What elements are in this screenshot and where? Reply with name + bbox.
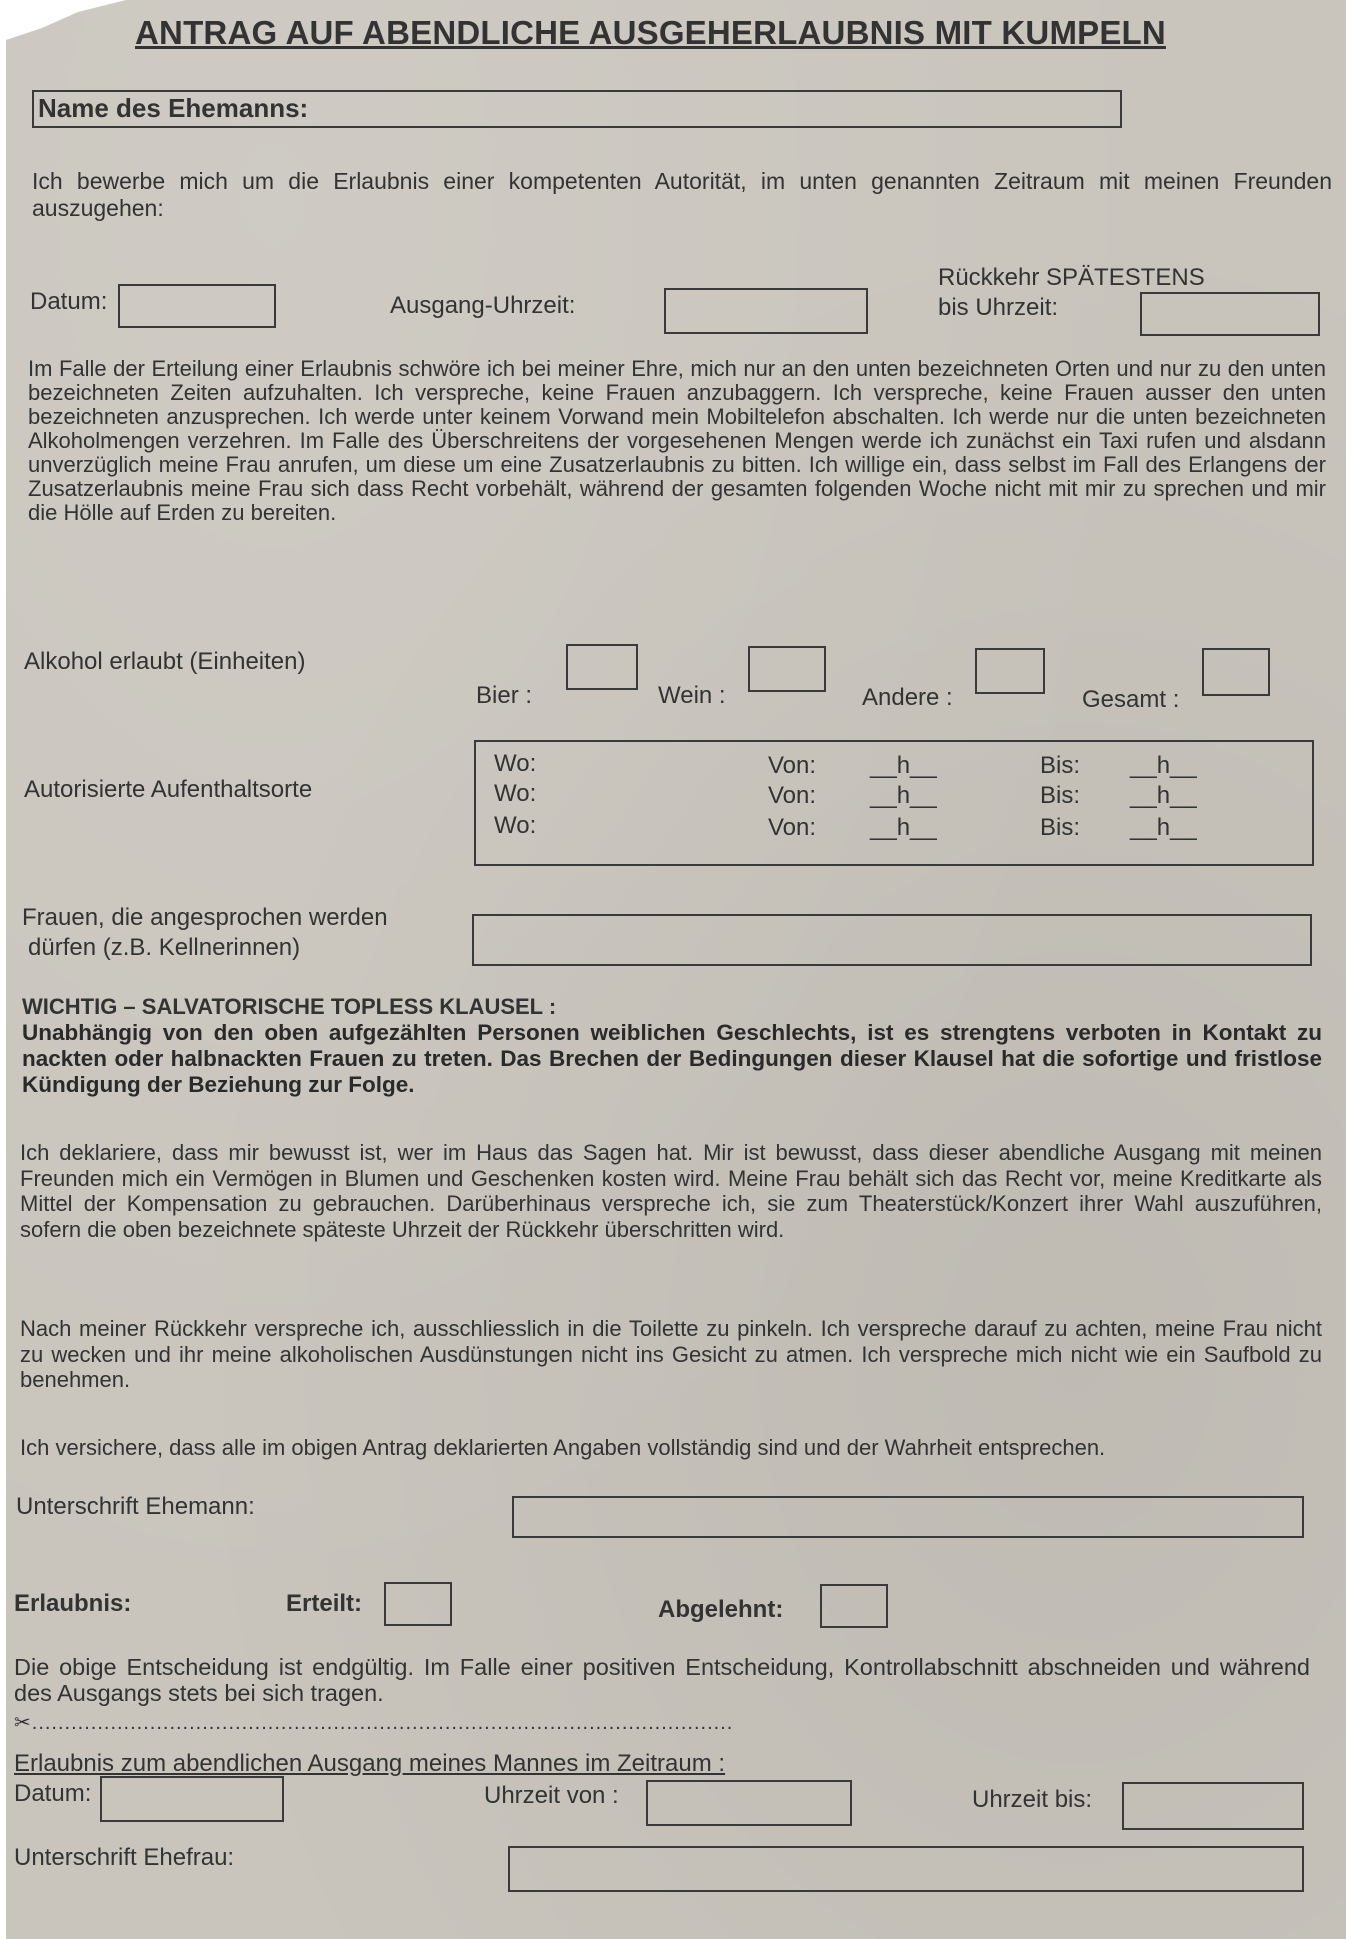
wine-units-field[interactable] [748,646,826,692]
coupon-time-from-field[interactable] [646,1780,852,1826]
granted-label: Erteilt: [286,1590,363,1617]
husband-signature-label: Unterschrift Ehemann: [16,1493,255,1520]
place-from-time-1[interactable]: __h__ [870,752,937,779]
place-until-3: Bis: [1040,814,1081,841]
place-until-time-1[interactable]: __h__ [1130,752,1197,779]
assurance-text: Ich versichere, dass alle im obigen Antrag deklarierten Angaben vollständig sind und der Wahrheit entsprechen. [20,1435,1106,1460]
place-until-2: Bis: [1040,782,1081,809]
clause-title: WICHTIG – SALVATORISCHE TOPLESS KLAUSEL : [22,994,557,1019]
departure-label: Ausgang-Uhrzeit: [390,292,576,319]
wife-signature-label: Unterschrift Ehefrau: [14,1844,235,1871]
coupon-date-field[interactable] [100,1776,284,1822]
other-units-field[interactable] [975,648,1045,694]
return-time-field[interactable] [1140,292,1320,336]
women-allowed-field[interactable] [472,914,1312,966]
coupon-date-label: Datum: [14,1780,92,1807]
denied-checkbox[interactable] [820,1584,888,1628]
declare-paragraph: Ich deklariere, dass mir bewusst ist, wer im Haus das Sagen hat. Mir ist bewusst, dass dieser abendliche Ausgang mit meinen Freunden mich ein Vermögen in Blumen und Geschenken kosten wird. Meine Frau behält sich das Recht vor, meine Kreditkarte als Mittel der Kompensation zu gebrauchen. Darüberhinaus verspreche ich, sie zum Theaterstück/Konzert ihrer Wahl auszuführen, sofern die oben bezeichnete späteste Uhrzeit der Rückkehr überschritten wird. [20,1140,1322,1242]
return-label-line2: bis Uhrzeit: [938,294,1059,321]
permission-label: Erlaubnis: [14,1590,132,1617]
total-label: Gesamt : [1082,686,1180,713]
other-label: Andere : [862,684,953,711]
place-from-time-3[interactable]: __h__ [870,814,937,841]
beer-label: Bier : [476,682,533,709]
coupon-time-from-label: Uhrzeit von : [484,1782,619,1809]
place-where-3: Wo: [494,812,537,839]
husband-name-label: Name des Ehemanns: [38,93,309,123]
denied-label: Abgelehnt: [658,1596,784,1623]
place-until-time-3[interactable]: __h__ [1130,814,1197,841]
place-where-1: Wo: [494,750,537,777]
total-units-field[interactable] [1202,648,1270,696]
return-label-line1: Rückkehr SPÄTESTENS [938,264,1205,291]
women-label-line1: Frauen, die angesprochen werden [22,904,388,931]
date-label: Datum: [30,288,108,315]
place-from-1: Von: [768,752,817,779]
place-until-time-2[interactable]: __h__ [1130,782,1197,809]
place-from-3: Von: [768,814,817,841]
granted-checkbox[interactable] [384,1582,452,1626]
departure-time-field[interactable] [664,288,868,334]
wife-signature-field[interactable] [508,1846,1304,1892]
intro-text: Ich bewerbe mich um die Erlaubnis einer kompetenten Autorität, im unten genannten Zeitraum mit meinen Freunden auszugehen: [32,168,1332,221]
place-where-2: Wo: [494,780,537,807]
coupon-time-to-field[interactable] [1122,1782,1304,1830]
oath-paragraph: Im Falle der Erteilung einer Erlaubnis schwöre ich bei meiner Ehre, mich nur an den unten bezeichneten Orten und nur zu den unten bezeichneten Zeiten aufzuhalten. Ich verspreche, keine Frauen anzubaggern. Ich verspreche, keine Frauen ausser den unten bezeichneten anzusprechen. Ich werde unter keinem Vorwand mein Mobiltelefon abschalten. Ich werde nur die unten bezeichneten Alkoholmengen verzehren. Im Falle des Überschreitens der vorgesehenen Mengen werde ich zunächst ein Taxi rufen und alsdann unverzüglich meine Frau anrufen, um diese um eine Zusatzerlaubnis zu bitten. Ich willige ein, dass selbst im Fall des Erlangens der Zusatzerlaubnis meine Frau sich dass Recht vorbehält, während der gesamten folgenden Woche nicht mit mir zu sprechen und mir die Hölle auf Erden zu bereiten. [28,356,1326,525]
husband-signature-field[interactable] [512,1496,1304,1538]
cut-line: ✂........................................................................................................... [14,1712,734,1734]
date-field[interactable] [118,284,276,328]
clause-text: Unabhängig von den oben aufgezählten Personen weiblichen Geschlechts, ist es strengtens verboten in Kontakt zu nackten oder halbnackten Frauen zu treten. Das Brechen der Bedingungen dieser Klausel hat die sofortige und fristlose Kündigung der Beziehung zur Folge. [22,1020,1322,1097]
places-label: Autorisierte Aufenthaltsorte [24,776,313,803]
beer-units-field[interactable] [566,644,638,690]
after-return-paragraph: Nach meiner Rückkehr verspreche ich, ausschliesslich in die Toilette zu pinkeln. Ich verspreche darauf zu achten, meine Frau nicht zu wecken und ihr meine alkoholischen Ausdünstungen nicht ins Gesicht zu atmen. Ich verspreche mich nicht wie ein Saufbold zu benehmen. [20,1316,1322,1392]
place-from-time-2[interactable]: __h__ [870,782,937,809]
women-label-line2: dürfen (z.B. Kellnerinnen) [28,934,301,961]
coupon-time-to-label: Uhrzeit bis: [972,1786,1093,1813]
wine-label: Wein : [658,682,726,709]
form-title: ANTRAG AUF ABENDLICHE AUSGEHERLAUBNIS MIT KUMPELN [135,14,1166,51]
place-from-2: Von: [768,782,817,809]
final-paragraph: Die obige Entscheidung ist endgültig. Im Falle einer positiven Entscheidung, Kontrollabschnitt abschneiden und während des Ausgangs stets bei sich tragen. [14,1654,1310,1706]
alcohol-label: Alkohol erlaubt (Einheiten) [24,648,306,675]
coupon-heading: Erlaubnis zum abendlichen Ausgang meines Mannes im Zeitraum : [14,1750,726,1777]
place-until-1: Bis: [1040,752,1081,779]
